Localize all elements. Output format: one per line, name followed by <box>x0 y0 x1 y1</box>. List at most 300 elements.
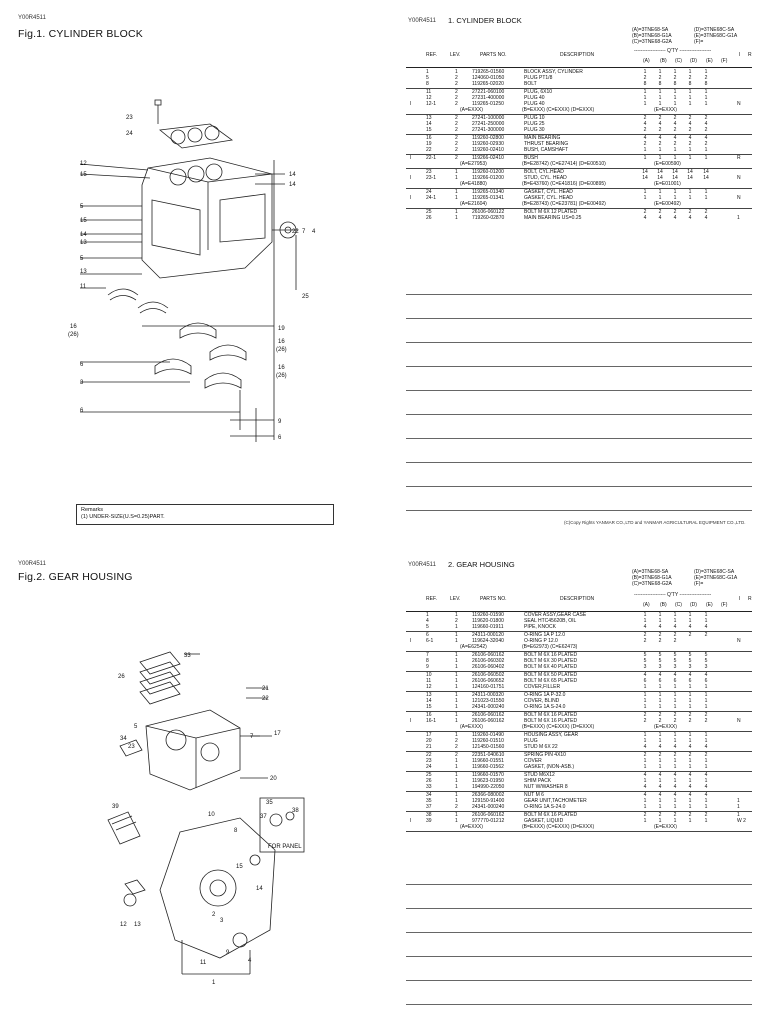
qty-e: 4 <box>704 624 708 630</box>
qty-e: 8 <box>704 81 708 87</box>
part-number: 119660-01570 <box>472 772 504 778</box>
description: STUD, CYL. HEAD <box>524 175 567 181</box>
ref-no: 13 <box>426 692 432 698</box>
serial-a: (A=EXXX) <box>460 724 483 730</box>
figure-title: Fig.1. CYLINDER BLOCK <box>18 28 143 40</box>
qty-b: 1 <box>658 818 662 824</box>
description: PLUG PT1/8 <box>524 75 553 81</box>
part-number: 119660-01562 <box>472 764 504 770</box>
qty-c: 1 <box>673 147 677 153</box>
part-number: 119265-01250 <box>472 101 504 107</box>
qty-e: 2 <box>704 632 708 638</box>
ref-no: 6-1 <box>426 638 434 644</box>
change-mark: I <box>410 195 412 201</box>
ref-no: 22 <box>426 147 432 153</box>
svg-text:16: 16 <box>278 339 285 345</box>
qty-d: 1 <box>688 195 692 201</box>
qty-d: 1 <box>688 738 692 744</box>
qty-c: 4 <box>673 792 677 798</box>
description: PLUG, 6X10 <box>524 89 553 95</box>
qty-c: 1 <box>673 804 677 810</box>
qty-c: 2 <box>673 638 677 644</box>
section-title: 2. GEAR HOUSING <box>448 560 515 569</box>
qty-c: 2 <box>673 632 677 638</box>
svg-text:9: 9 <box>278 419 282 425</box>
ref-no: 24 <box>426 189 432 195</box>
qty-b: 1 <box>658 698 662 704</box>
serial-e: (E=E01001) <box>654 181 681 187</box>
description: NUT M 6 <box>524 792 544 798</box>
svg-text:37: 37 <box>260 814 267 820</box>
header-rule <box>406 67 752 68</box>
table-row <box>408 664 754 670</box>
qty-d: 6 <box>688 678 692 684</box>
level: 2 <box>455 804 458 810</box>
ref-no: 11 <box>426 89 432 95</box>
qty-d: 1 <box>688 69 692 75</box>
qty-e: 2 <box>704 712 708 718</box>
level: 2 <box>455 127 458 133</box>
level: 1 <box>455 175 458 181</box>
qty-c: 2 <box>673 718 677 724</box>
qty-c: 1 <box>673 684 677 690</box>
serial-a: (A=EXXX) <box>460 107 483 113</box>
svg-text:26: 26 <box>118 674 125 680</box>
qty-d: 2 <box>688 812 692 818</box>
part-number: 26106-060402 <box>472 664 505 670</box>
qty-e: 1 <box>704 89 708 95</box>
part-number: 119266-01200 <box>472 175 504 181</box>
qty-a: 2 <box>643 141 647 147</box>
qty-d: 1 <box>688 612 692 618</box>
svg-text:20: 20 <box>270 776 277 782</box>
part-number: 119260-01590 <box>472 612 504 618</box>
description: BOLT M 6X 50 PLATED <box>524 672 578 678</box>
ref-no: 23 <box>426 169 432 175</box>
qty-d: 1 <box>688 732 692 738</box>
note: R <box>737 155 741 161</box>
description: COVER <box>524 758 542 764</box>
level: 1 <box>455 209 458 215</box>
serial-note-row <box>408 161 754 167</box>
qty-b: 3 <box>658 664 662 670</box>
qty-c: 2 <box>673 812 677 818</box>
qty-a: 4 <box>643 772 647 778</box>
qty-e: 1 <box>704 147 708 153</box>
qty-e: 14 <box>703 175 709 181</box>
qty-e: 4 <box>704 215 708 221</box>
qty-b: 8 <box>658 81 662 87</box>
description: SPRING PIN 4X10 <box>524 752 566 758</box>
table-row <box>408 127 754 133</box>
svg-text:16: 16 <box>70 324 77 330</box>
qty-b: 1 <box>658 798 662 804</box>
group-divider <box>406 831 752 832</box>
part-number: 24341-000240 <box>472 704 505 710</box>
qty-e: 1 <box>704 101 708 107</box>
qty-e: 2 <box>704 812 708 818</box>
level: 2 <box>455 89 458 95</box>
svg-text:22: 22 <box>262 696 269 702</box>
qty-d: 1 <box>688 95 692 101</box>
level: 2 <box>455 738 458 744</box>
ref-no: 1 <box>426 69 429 75</box>
qty-d: 1 <box>688 764 692 770</box>
table-row <box>408 704 754 710</box>
qty-b: 4 <box>658 784 662 790</box>
qty-b: 2 <box>658 712 662 718</box>
ref-no: 23-1 <box>426 175 437 181</box>
level: 1 <box>455 189 458 195</box>
table-row <box>408 147 754 153</box>
qty-a: 1 <box>643 798 647 804</box>
svg-text:11: 11 <box>200 960 207 966</box>
ref-no: 12 <box>426 95 432 101</box>
qty-e: 5 <box>704 658 708 664</box>
ref-no: 7 <box>426 652 429 658</box>
doc-id: Y00R4511 <box>408 562 436 568</box>
qty-d: 2 <box>688 141 692 147</box>
qty-a: 14 <box>642 175 648 181</box>
level: 1 <box>455 215 458 221</box>
ref-no: 21 <box>426 744 432 750</box>
serial-note-row <box>408 181 754 187</box>
svg-text:23: 23 <box>126 115 133 121</box>
qty-c: 2 <box>673 209 677 215</box>
serial-bcd: (B=E43760) (C=E41816) (D=E00895) <box>522 181 606 187</box>
qty-d: 1 <box>688 698 692 704</box>
svg-text:3: 3 <box>220 918 224 924</box>
qty-b: 1 <box>658 612 662 618</box>
part-number: 977770-01212 <box>472 818 505 824</box>
qty-e: 1 <box>704 732 708 738</box>
ref-no: 24-1 <box>426 195 437 201</box>
serial-note-row <box>408 107 754 113</box>
ref-no: 16 <box>426 712 432 718</box>
svg-text:17: 17 <box>274 731 281 737</box>
qty-e: 4 <box>704 784 708 790</box>
svg-text:13: 13 <box>80 269 87 275</box>
qty-b: 2 <box>658 752 662 758</box>
qty-c: 1 <box>673 101 677 107</box>
svg-text:15: 15 <box>80 218 87 224</box>
ref-no: 9 <box>426 664 429 670</box>
qty-a: 1 <box>643 698 647 704</box>
qty-a: 4 <box>643 792 647 798</box>
note: N <box>737 638 741 644</box>
qty-e: 1 <box>704 189 708 195</box>
qty-b: 4 <box>658 744 662 750</box>
qty-b: 2 <box>658 718 662 724</box>
model-codes-left: (A)=3TNE68-SA (B)=3TNE68-G1A (C)=3TNE68-G2A <box>632 27 672 45</box>
qty-d: 5 <box>688 658 692 664</box>
change-mark: I <box>410 818 412 824</box>
qty-d: 4 <box>688 744 692 750</box>
qty-a: 1 <box>643 732 647 738</box>
table-row <box>408 744 754 750</box>
level: 1 <box>455 632 458 638</box>
table-header: REF. LEV. PARTS NO. DESCRIPTION ------------------- Q'TY ------------------- I R (A) (B) (C) (D) (E) (F) <box>426 592 752 608</box>
qty-a: 1 <box>643 69 647 75</box>
remarks-box <box>76 504 334 525</box>
qty-b: 1 <box>658 684 662 690</box>
qty-e: 5 <box>704 652 708 658</box>
qty-c: 1 <box>673 692 677 698</box>
qty-d: 3 <box>688 664 692 670</box>
qty-a: 3 <box>643 664 647 670</box>
qty-a: 4 <box>643 624 647 630</box>
qty-d: 2 <box>688 718 692 724</box>
qty-d: 5 <box>688 652 692 658</box>
qty-e: 1 <box>704 764 708 770</box>
description: THRUST BEARING <box>524 141 569 147</box>
part-number: 119265-01340 <box>472 189 504 195</box>
qty-d: 14 <box>687 175 693 181</box>
ref-no: 20 <box>426 738 432 744</box>
serial-bcd: (B=E62973) (C=E62473) <box>522 644 578 650</box>
part-number: 119260-01510 <box>472 738 504 744</box>
ref-no: 38 <box>426 812 432 818</box>
svg-text:35: 35 <box>266 800 273 806</box>
serial-note-row <box>408 724 754 730</box>
change-mark: I <box>410 175 412 181</box>
qty-d: 8 <box>688 81 692 87</box>
qty-d: 4 <box>688 772 692 778</box>
qty-d: 2 <box>688 712 692 718</box>
qty-d: 2 <box>688 75 692 81</box>
qty-b: 1 <box>658 804 662 810</box>
qty-c: 1 <box>673 89 677 95</box>
level: 2 <box>455 81 458 87</box>
qty-b: 1 <box>658 764 662 770</box>
level: 2 <box>455 95 458 101</box>
qty-c: 2 <box>673 127 677 133</box>
description: COVER ASSY,GEAR CASE <box>524 612 587 618</box>
qty-c: 1 <box>673 732 677 738</box>
qty-c: 14 <box>672 175 678 181</box>
qty-c: 1 <box>673 612 677 618</box>
qty-b: 5 <box>658 658 662 664</box>
qty-e: 1 <box>704 698 708 704</box>
ref-no: 14 <box>426 121 432 127</box>
qty-d: 2 <box>688 115 692 121</box>
level: 1 <box>455 732 458 738</box>
svg-text:10: 10 <box>208 812 215 818</box>
qty-b: 2 <box>658 141 662 147</box>
description: O-RING 1A P-32.0 <box>524 692 566 698</box>
qty-d: 1 <box>688 101 692 107</box>
change-mark: I <box>410 638 412 644</box>
part-number: 27241-250000 <box>472 121 505 127</box>
doc-id: Y00R4511 <box>408 18 436 24</box>
part-number: 27241-100000 <box>472 115 505 121</box>
qty-b: 2 <box>658 812 662 818</box>
doc-id: Y00R4511 <box>18 561 46 567</box>
qty-d: 4 <box>688 792 692 798</box>
description: BUSH <box>524 155 538 161</box>
qty-a: 4 <box>643 784 647 790</box>
description: BOLT <box>524 81 537 87</box>
qty-c: 1 <box>673 95 677 101</box>
qty-c: 5 <box>673 658 677 664</box>
qty-c: 1 <box>673 738 677 744</box>
level: 1 <box>455 638 458 644</box>
level: 1 <box>455 792 458 798</box>
qty-b: 1 <box>658 155 662 161</box>
qty-e: 1 <box>704 818 708 824</box>
part-number: 22351-040610 <box>472 752 505 758</box>
svg-text:4: 4 <box>248 958 252 964</box>
description: GASKET, CYL. HEAD <box>524 195 573 201</box>
qty-e: 2 <box>704 718 708 724</box>
svg-text:6: 6 <box>80 408 84 414</box>
qty-c: 6 <box>673 678 677 684</box>
ref-no: 6 <box>426 632 429 638</box>
description: STUD M6X12 <box>524 772 555 778</box>
qty-a: 2 <box>643 712 647 718</box>
qty-d: 14 <box>687 169 693 175</box>
ref-no: 17 <box>426 732 432 738</box>
qty-e: 1 <box>704 798 708 804</box>
svg-text:FOR PANEL: FOR PANEL <box>268 844 302 850</box>
qty-e: 1 <box>704 758 708 764</box>
qty-c: 1 <box>673 618 677 624</box>
qty-a: 1 <box>643 764 647 770</box>
part-number: 124160-01751 <box>472 684 505 690</box>
ref-no: 19 <box>426 141 432 147</box>
level: 2 <box>455 744 458 750</box>
level: 1 <box>455 684 458 690</box>
part-number: 194990-22050 <box>472 784 505 790</box>
serial-e: (E=E00492) <box>654 201 681 207</box>
qty-c: 1 <box>673 69 677 75</box>
doc-id: Y00R4511 <box>18 15 46 21</box>
qty-d: 2 <box>688 632 692 638</box>
qty-b: 4 <box>658 135 662 141</box>
ref-no: 5 <box>426 75 429 81</box>
qty-a: 5 <box>643 658 647 664</box>
description: MAIN BEARING <box>524 135 561 141</box>
qty-c: 2 <box>673 75 677 81</box>
gear-housing-diagram <box>100 640 330 990</box>
level: 2 <box>455 141 458 147</box>
qty-a: 1 <box>643 618 647 624</box>
qty-b: 1 <box>658 778 662 784</box>
table-header: REF. LEV. PARTS NO. DESCRIPTION ------------------- Q'TY ------------------- I R (A) (B) (C) (D) (E) (F) <box>426 48 752 64</box>
level: 1 <box>455 664 458 670</box>
svg-text:5: 5 <box>134 724 138 730</box>
model-codes-right: (D)=3TNE68C-SA (E)=3TNE68C-G1A (F)= <box>694 27 738 45</box>
model-codes-left: (A)=3TNE68-SA (B)=3TNE68-G1A (C)=3TNE68-G2A <box>632 569 672 587</box>
serial-a: (A=E41880) <box>460 181 487 187</box>
level: 1 <box>455 169 458 175</box>
ref-no: 15 <box>426 704 432 710</box>
description: O-RING 1A P 12.0 <box>524 632 566 638</box>
part-number: 24311-000320 <box>472 692 504 698</box>
qty-c: 2 <box>673 752 677 758</box>
ref-no: 4 <box>426 618 429 624</box>
svg-text:8: 8 <box>234 828 238 834</box>
qty-c: 4 <box>673 135 677 141</box>
level: 1 <box>455 612 458 618</box>
serial-e: (E=EXXX) <box>654 724 677 730</box>
svg-text:3: 3 <box>80 380 84 386</box>
description: BLOCK ASSY, CYLINDER <box>524 69 583 75</box>
qty-a: 2 <box>643 209 647 215</box>
ref-no: 35 <box>426 798 432 804</box>
qty-d: 1 <box>688 804 692 810</box>
level: 1 <box>455 712 458 718</box>
level: 2 <box>455 101 458 107</box>
ref-no: 10 <box>426 672 432 678</box>
level: 2 <box>455 121 458 127</box>
description: O-RING 1A S-24.0 <box>524 804 566 810</box>
svg-text:(26): (26) <box>276 347 287 353</box>
level: 1 <box>455 818 458 824</box>
note: 1 <box>737 804 740 810</box>
qty-c: 4 <box>673 672 677 678</box>
qty-d: 4 <box>688 121 692 127</box>
serial-e: (E=E00590) <box>654 161 681 167</box>
qty-c: 2 <box>673 712 677 718</box>
svg-text:2: 2 <box>212 912 216 918</box>
description: SHIM PACK <box>524 778 552 784</box>
part-number: 26106-060162 <box>472 712 505 718</box>
svg-text:5: 5 <box>80 204 84 210</box>
qty-e: 4 <box>704 121 708 127</box>
part-number: 27221-060100 <box>472 89 505 95</box>
qty-c: 1 <box>673 758 677 764</box>
qty-a: 4 <box>643 135 647 141</box>
qty-c: 4 <box>673 215 677 221</box>
ref-no: 1 <box>426 612 429 618</box>
qty-e: 4 <box>704 792 708 798</box>
qty-d: 4 <box>688 672 692 678</box>
svg-text:24: 24 <box>126 131 133 137</box>
description: GASKET, LIQUID <box>524 818 564 824</box>
description: O-RING P 12.0 <box>524 638 558 644</box>
qty-d: 2 <box>688 752 692 758</box>
qty-d: 4 <box>688 215 692 221</box>
svg-text:5: 5 <box>80 256 84 262</box>
qty-c: 1 <box>673 155 677 161</box>
serial-bcd: (B=E28743) (C=E23781) (D=E00492) <box>522 201 606 207</box>
description: BOLT M 6X 30 PLATED <box>524 658 578 664</box>
ref-no: 24 <box>426 764 432 770</box>
qty-c: 4 <box>673 744 677 750</box>
qty-b: 1 <box>658 195 662 201</box>
description: BOLT, CYL.HEAD <box>524 169 564 175</box>
svg-text:15: 15 <box>236 864 243 870</box>
ref-no: 8 <box>426 81 429 87</box>
qty-a: 4 <box>643 215 647 221</box>
qty-a: 1 <box>643 684 647 690</box>
qty-c: 4 <box>673 121 677 127</box>
level: 1 <box>455 69 458 75</box>
part-number: 24341-000240 <box>472 804 505 810</box>
part-number: 24311-000120 <box>472 632 504 638</box>
qty-c: 2 <box>673 141 677 147</box>
qty-d: 1 <box>688 704 692 710</box>
level: 1 <box>455 764 458 770</box>
serial-a: (A=E21604) <box>460 201 487 207</box>
qty-a: 4 <box>643 744 647 750</box>
svg-text:15: 15 <box>80 172 87 178</box>
part-number: 26106-060162 <box>472 718 505 724</box>
level: 1 <box>455 195 458 201</box>
qty-a: 2 <box>643 752 647 758</box>
qty-b: 1 <box>658 101 662 107</box>
